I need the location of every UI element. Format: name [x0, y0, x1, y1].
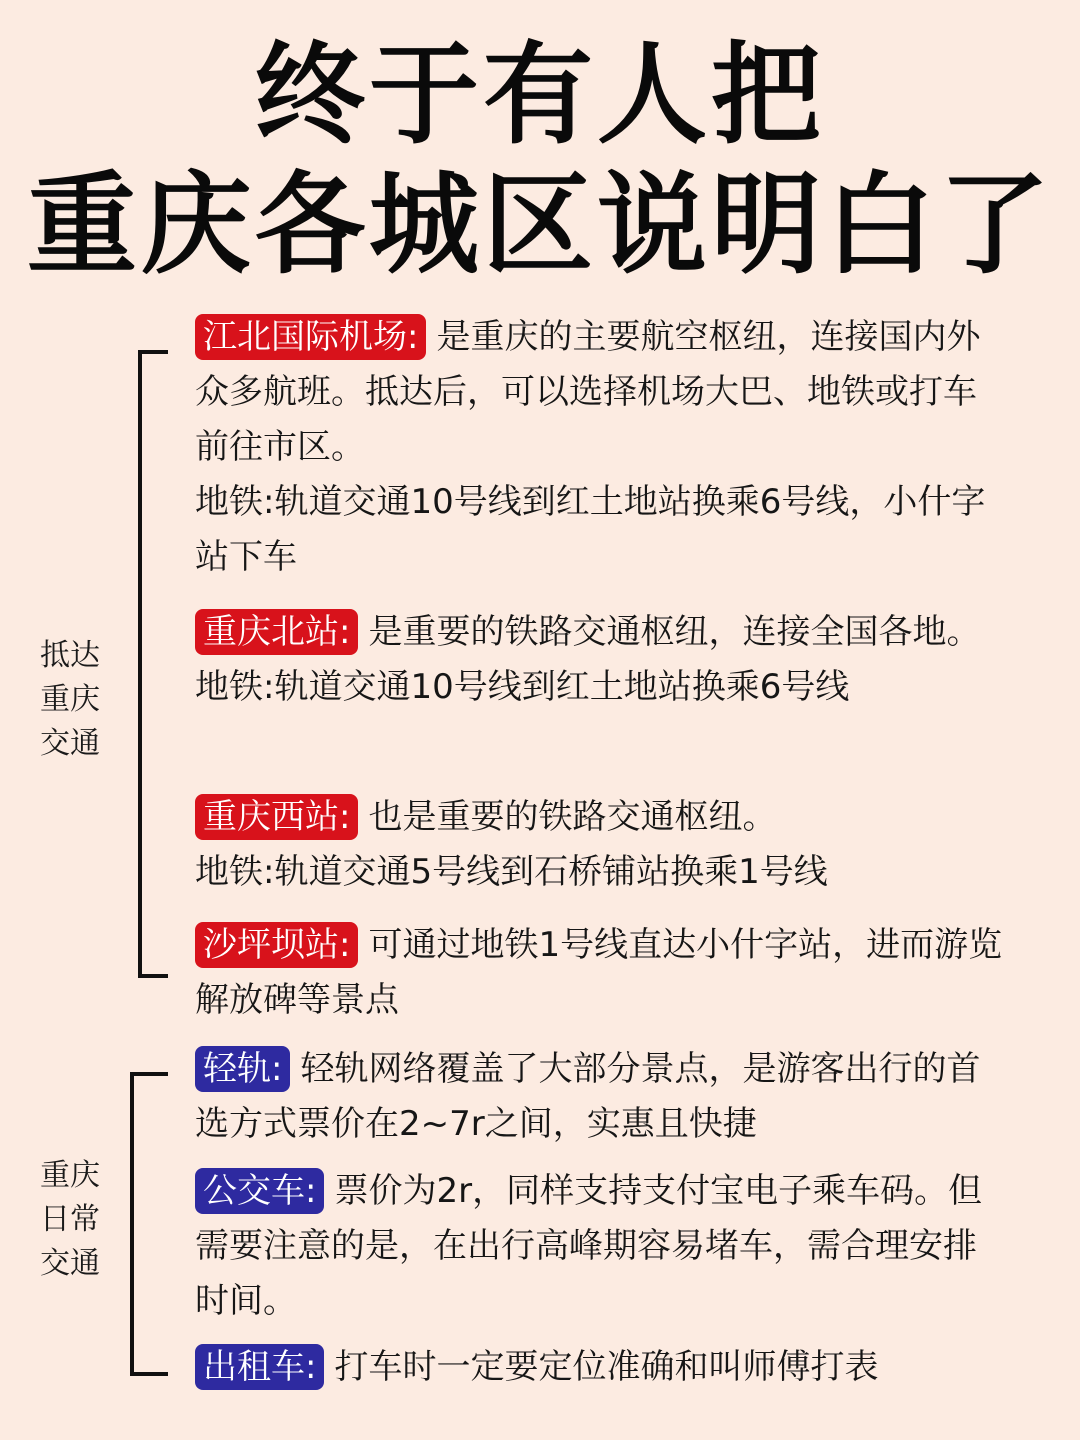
- entry-text: 票价为2r，同样支持支付宝电子乘车码。但需要注意的是，在出行高峰期容易堵车，需合理安排时间。: [195, 1171, 983, 1321]
- entry-text: 打车时一定要定位准确和叫师傅打表: [334, 1347, 879, 1387]
- entry-metro-info: 地铁:轨道交通10号线到红土地站换乘6号线: [195, 667, 850, 707]
- page-title-line-2: 重庆各城区说明白了: [27, 161, 1053, 289]
- entry-bus: [195, 1164, 1005, 1329]
- tag-chongqing-west: 重庆西站:: [195, 794, 358, 840]
- entry-text: 可通过地铁1号线直达小什字站，进而游览解放碑等景点: [195, 925, 1003, 1020]
- section-bracket-arrival: [138, 350, 168, 978]
- entry-jiangbei-airport: [195, 310, 1005, 585]
- entry-light-rail: [195, 1042, 1005, 1152]
- tag-taxi: 出租车:: [195, 1344, 324, 1390]
- tag-bus: 公交车:: [195, 1168, 324, 1214]
- tag-shapingba: 沙坪坝站:: [195, 922, 358, 968]
- section-bracket-daily: [130, 1072, 168, 1376]
- entry-shapingba: [195, 918, 1005, 1028]
- entry-text: 是重庆的主要航空枢纽，连接国内外众多航班。抵达后，可以选择机场大巴、地铁或打车前往市区。: [195, 317, 981, 467]
- section-label-daily: 重庆 日常 交通: [40, 1158, 100, 1281]
- entry-text: 轻轨网络覆盖了大部分景点，是游客出行的首选方式票价在2~7r之间，实惠且快捷: [195, 1049, 981, 1144]
- entry-chongqing-north: [195, 605, 1005, 715]
- tag-light-rail: 轻轨:: [195, 1046, 290, 1092]
- entry-text: 是重要的铁路交通枢纽，连接全国各地。: [368, 612, 981, 652]
- entry-taxi: [195, 1340, 1005, 1395]
- entry-metro-info: 地铁:轨道交通5号线到石桥铺站换乘1号线: [195, 852, 828, 892]
- entry-text: 也是重要的铁路交通枢纽。: [368, 797, 777, 837]
- entry-metro-info: 地铁:轨道交通10号线到红土地站换乘6号线，小什字站下车: [195, 482, 986, 577]
- tag-jiangbei-airport: 江北国际机场:: [195, 314, 426, 360]
- page-title-line-1: 终于有人把: [255, 31, 825, 159]
- tag-chongqing-north: 重庆北站:: [195, 609, 358, 655]
- entry-chongqing-west: [195, 790, 1005, 900]
- section-label-arrival: 抵达 重庆 交通: [40, 638, 100, 761]
